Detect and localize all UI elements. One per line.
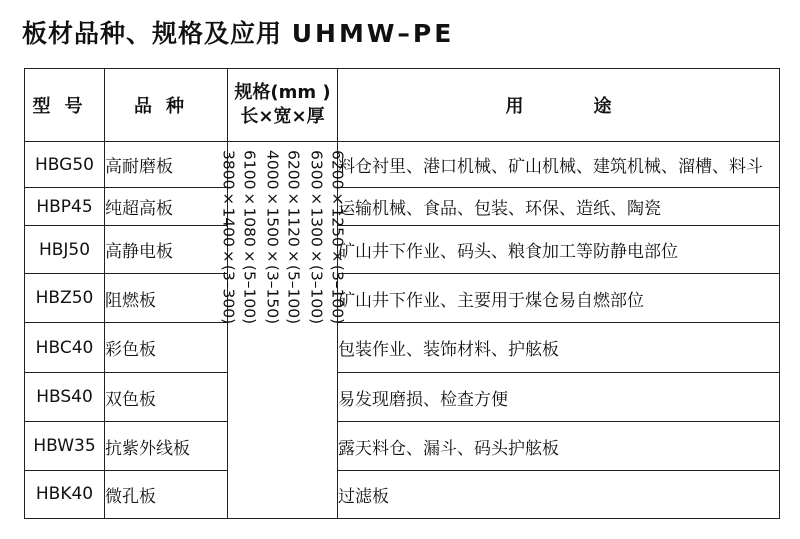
cell-kind: 高静电板 [105, 226, 228, 274]
spec-columns [219, 150, 347, 514]
table-row [25, 142, 780, 188]
cell-kind: 阻燃板 [105, 274, 228, 323]
title-cn: 板材品种、规格及应用 [22, 19, 283, 48]
spec-value: 6200×1250×(3–100) [328, 150, 347, 325]
spec-column [218, 150, 260, 514]
cell-model: HBZ50 [25, 274, 105, 323]
header-kind: 品种 [105, 69, 228, 142]
page-title [22, 14, 454, 50]
spec-value: 6200×1120×(5–100) [284, 150, 303, 325]
header-use [338, 69, 780, 142]
cell-use: 过滤板 [338, 470, 780, 518]
title-latin: UHMW–PE [291, 19, 455, 48]
cell-use: 矿山井下作业、主要用于煤仓易自燃部位 [338, 274, 780, 323]
cell-kind: 彩色板 [105, 323, 228, 373]
cell-kind: 双色板 [105, 373, 228, 422]
table-row [25, 470, 780, 518]
header-spec-line1: 规格(mm ) [234, 82, 331, 104]
cell-use: 露天料仓、漏斗、码头护舷板 [338, 422, 780, 471]
table-row [25, 373, 780, 422]
cell-model: HBW35 [25, 422, 105, 471]
header-model: 型号 [25, 69, 105, 142]
header-use-part2: 途 [593, 96, 612, 118]
cell-use: 矿山井下作业、码头、粮食加工等防静电部位 [338, 226, 780, 274]
table-row [25, 188, 780, 226]
cell-model: HBS40 [25, 373, 105, 422]
cell-kind: 抗紫外线板 [105, 422, 228, 471]
header-use-part1: 用 [505, 96, 524, 118]
cell-model: HBJ50 [25, 226, 105, 274]
cell-model: HBG50 [25, 142, 105, 188]
cell-model: HBC40 [25, 323, 105, 373]
cell-use: 包装作业、装饰材料、护舷板 [338, 323, 780, 373]
spec-value: 3800×1400×(3–300) [219, 150, 238, 325]
cell-use: 易发现磨损、检查方便 [338, 373, 780, 422]
spec-column [306, 150, 348, 514]
cell-spec [219, 142, 347, 519]
table-row [25, 422, 780, 471]
cell-kind: 高耐磨板 [105, 142, 228, 188]
spec-value: 6300×1300×(3–100) [307, 150, 326, 325]
table-row [25, 274, 780, 323]
table-row [25, 323, 780, 373]
header-row [25, 69, 780, 142]
cell-model: HBK40 [25, 470, 105, 518]
cell-use: 运输机械、食品、包装、环保、造纸、陶瓷 [338, 188, 780, 226]
table-row [25, 226, 780, 274]
spec-column [262, 150, 304, 514]
spec-value: 6100×1080×(5–100) [240, 150, 259, 325]
header-spec [228, 69, 338, 142]
spec-table [24, 68, 780, 519]
cell-use: 料仓衬里、港口机械、矿山机械、建筑机械、溜槽、料斗 [338, 142, 780, 188]
spec-value: 4000×1500×(3–150) [263, 150, 282, 325]
cell-model: HBP45 [25, 188, 105, 226]
cell-kind: 微孔板 [105, 470, 228, 518]
cell-kind: 纯超高板 [105, 188, 228, 226]
header-spec-line2: 长×宽×厚 [240, 106, 325, 128]
